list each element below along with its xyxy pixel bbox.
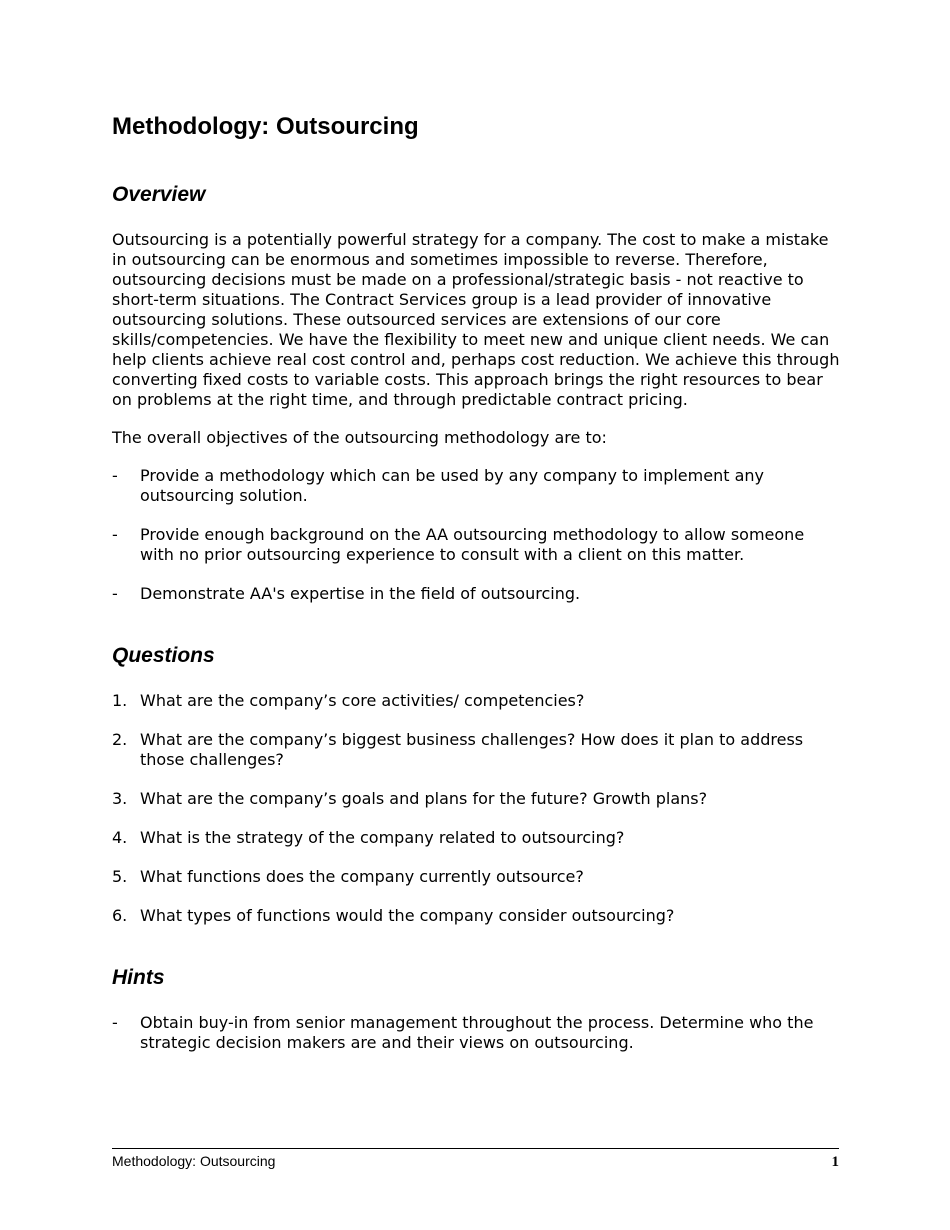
item-number: 3. [112, 789, 128, 808]
hints-list [112, 1013, 840, 1053]
question-text: What are the company’s goals and plans for the future? Growth plans? [140, 789, 708, 808]
bullet-dash: - [112, 466, 118, 485]
item-number: 2. [112, 730, 128, 749]
objectives-list [112, 466, 840, 604]
list-item [112, 584, 840, 604]
footer-title: Methodology: Outsourcing [112, 1153, 276, 1169]
overview-heading: Overview [112, 183, 206, 206]
list-item [112, 525, 840, 565]
question-text: What functions does the company currently outsource? [140, 867, 584, 886]
item-number: 5. [112, 867, 128, 886]
list-item [112, 1013, 840, 1053]
list-item [112, 466, 840, 506]
overview-paragraph: Outsourcing is a potentially powerful strategy for a company. The cost to make a mistake in outsourcing can be enormous and sometimes impossible to reverse. Therefore, outsourcing decisions must be made on a professional/strategic basis - not reactive to short-term situations. The Contract Services group is a lead provider of innovative outsourcing solutions. These outsourced services are extensions of our core skills/competencies. We have the flexibility to meet new and unique client needs. We can help clients achieve real cost control and, perhaps cost reduction. We achieve this through converting fixed costs to variable costs. This approach brings the right resources to bear on problems at the right time, and through predictable contract pricing. [112, 230, 840, 409]
list-item [112, 906, 840, 926]
page-number: 1 [831, 1154, 839, 1170]
page-content [112, 112, 840, 1072]
bullet-dash: - [112, 1013, 118, 1032]
question-text: What types of functions would the company consider outsourcing? [140, 906, 675, 925]
list-item [112, 691, 840, 711]
page-footer [112, 1148, 839, 1171]
objective-text: Provide enough background on the AA outsourcing methodology to allow someone with no prior outsourcing experience to consult with a client on this matter. [140, 525, 805, 564]
question-text: What are the company’s core activities/ competencies? [140, 691, 585, 710]
bullet-dash: - [112, 525, 118, 544]
objective-text: Provide a methodology which can be used by any company to implement any outsourcing solution. [140, 466, 764, 505]
spacer [112, 623, 840, 643]
item-number: 4. [112, 828, 128, 847]
hints-heading: Hints [112, 966, 165, 989]
questions-heading: Questions [112, 644, 215, 667]
objective-text: Demonstrate AA's expertise in the field of outsourcing. [140, 584, 581, 603]
list-item [112, 828, 840, 848]
list-item [112, 789, 840, 809]
question-text: What are the company’s biggest business challenges? How does it plan to address those challenges? [140, 730, 804, 769]
item-number: 1. [112, 691, 128, 710]
list-item [112, 730, 840, 770]
spacer [112, 945, 840, 965]
question-text: What is the strategy of the company related to outsourcing? [140, 828, 625, 847]
page-title: Methodology: Outsourcing [112, 113, 419, 140]
questions-list [112, 691, 840, 926]
objectives-intro: The overall objectives of the outsourcing methodology are to: [112, 428, 607, 447]
bullet-dash: - [112, 584, 118, 603]
list-item [112, 867, 840, 887]
item-number: 6. [112, 906, 128, 925]
hint-text: Obtain buy-in from senior management throughout the process. Determine who the strategic decision makers are and their views on outsourcing. [140, 1013, 814, 1052]
